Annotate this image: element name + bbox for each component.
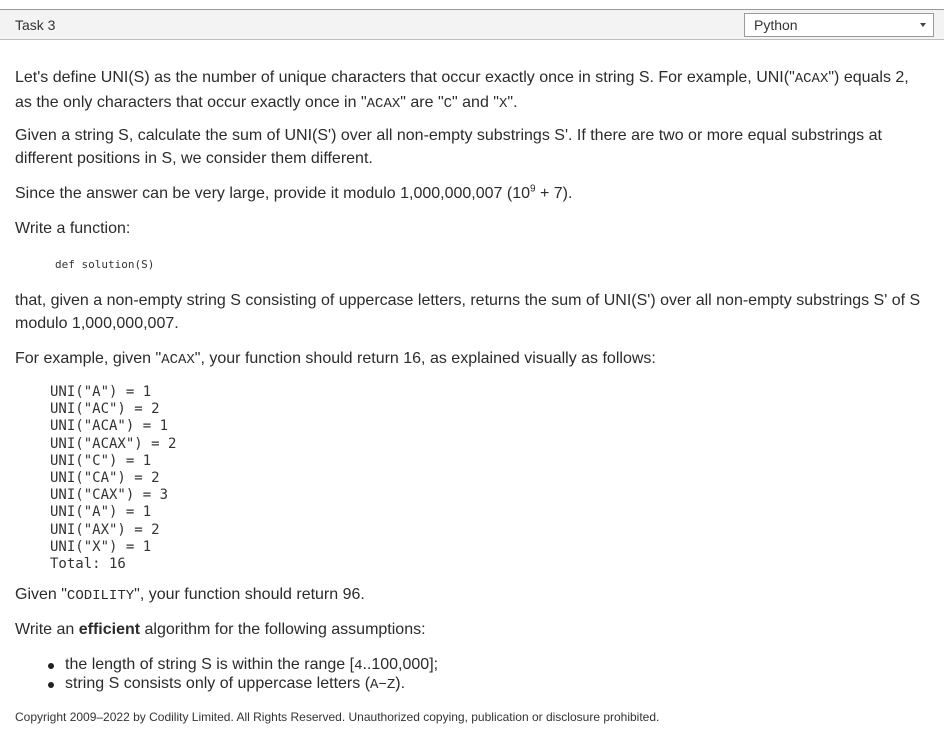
chevron-down-icon <box>920 23 926 27</box>
paragraph-write-function: Write a function: <box>15 220 131 237</box>
example-code-block <box>50 384 176 573</box>
paragraph-example: For example, given "ACAX", your function should return 16, as explained visually as follows: <box>15 350 656 368</box>
task-title: Task 3 <box>15 17 56 33</box>
code-line: UNI("CAX") = 3 <box>50 487 169 504</box>
code-line: UNI("ACAX") = 2 <box>50 435 177 452</box>
function-signature: def solution(S) <box>55 258 155 271</box>
code-line: UNI("CA") = 2 <box>50 470 160 487</box>
paragraph-task: Given a string S, calculate the sum of UNI(S') over all non-empty substrings S'. If there are two or more equal substrings at different positions in S, we consider them different. <box>15 127 882 167</box>
language-value: Python <box>754 17 798 33</box>
paragraph-modulo: Since the answer can be very large, provide it modulo 1,000,000,007 $(10^9 + 7)$. <box>15 183 573 202</box>
list-item: the length of string S is within the range [4..100,000]; <box>15 656 438 675</box>
paragraph-returns: that, given a non-empty string S consisting of uppercase letters, returns the sum of UNI(S') over all non-empty substrings S' of S modulo 1,000,000,007. <box>15 292 921 332</box>
paragraph-assumptions-intro: Write an efficient algorithm for the following assumptions: <box>15 621 426 638</box>
paragraph-definition: Let's define UNI(S) as the number of unique characters that occur exactly once in string S. For example, UNI("ACAX") equals 2, as the only characters that occur exactly once in "ACAX" are "C" and "X". <box>15 69 909 112</box>
task-header-bar <box>0 10 944 40</box>
code-line: UNI("ACA") = 1 <box>50 418 169 435</box>
code-line: UNI("X") = 1 <box>50 538 152 555</box>
paragraph-codility-example: Given "CODILITY", your function should return 96. <box>15 586 365 604</box>
list-item: string S consists only of uppercase letters (A−Z). <box>15 675 438 694</box>
code-line: Total: 16 <box>50 556 126 573</box>
code-line: UNI("A") = 1 <box>50 504 152 521</box>
code-line: UNI("AX") = 2 <box>50 521 160 538</box>
language-select[interactable] <box>744 13 934 37</box>
code-line: UNI("C") = 1 <box>50 452 152 469</box>
code-line: UNI("AC") = 2 <box>50 401 160 418</box>
assumptions-list <box>15 656 438 694</box>
code-line: UNI("A") = 1 <box>50 384 152 400</box>
copyright-footer: Copyright 2009–2022 by Codility Limited. All Rights Reserved. Unauthorized copying, publication or disclosure prohibited. <box>15 710 660 724</box>
